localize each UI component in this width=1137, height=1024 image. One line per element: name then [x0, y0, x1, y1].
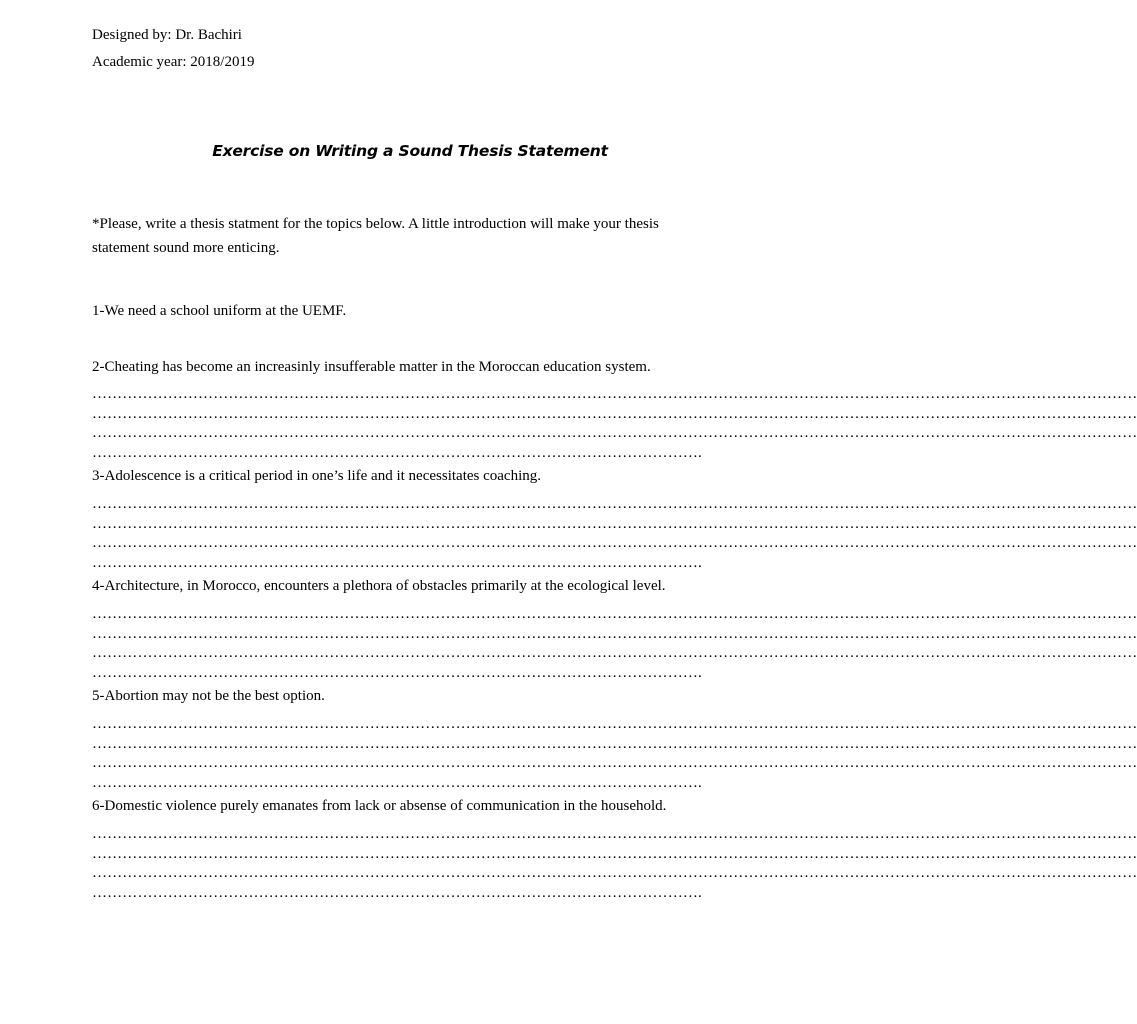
topic-5: 5-Abortion may not be the best option.: [92, 688, 325, 704]
answer-line-last: ………………………………………………………………………………………………………….: [92, 774, 702, 791]
topic-2: 2-Cheating has become an increasinly insufferable matter in the Moroccan education system.: [92, 359, 651, 375]
answer-line: ………………………………………………………………………………………………………………………………………………………………………………………: [92, 425, 1137, 441]
answer-line: ………………………………………………………………………………………………………………………………………………………………………………………: [92, 865, 1137, 881]
answer-lines-5[interactable]: [92, 715, 1137, 793]
answer-line: ………………………………………………………………………………………………………………………………………………………………………………………: [92, 606, 1137, 622]
answer-line: ………………………………………………………………………………………………………………………………………………………………………………………: [92, 845, 1137, 862]
academic-year: Academic year: 2018/2019: [92, 54, 255, 70]
instruction-text: *Please, write a thesis statment for the topics below. A little introduction will make your thesis statement sound more enticing.: [92, 216, 659, 256]
answer-line: ………………………………………………………………………………………………………………………………………………………………………………………: [92, 755, 1137, 771]
answer-line: ………………………………………………………………………………………………………………………………………………………………………………………: [92, 826, 1137, 842]
answer-lines-3[interactable]: [92, 495, 1137, 573]
answer-line: ………………………………………………………………………………………………………………………………………………………………………………………: [92, 735, 1137, 752]
answer-line-last: ………………………………………………………………………………………………………….: [92, 664, 702, 681]
designed-by: Designed by: Dr. Bachiri: [92, 27, 242, 43]
topic-3: 3-Adolescence is a critical period in one’s life and it necessitates coaching.: [92, 468, 541, 484]
page-title: Exercise on Writing a Sound Thesis Statement: [212, 142, 608, 160]
topic-1: 1-We need a school uniform at the UEMF.: [92, 303, 347, 319]
answer-line: ………………………………………………………………………………………………………………………………………………………………………………………: [92, 496, 1137, 512]
answer-line: ………………………………………………………………………………………………………………………………………………………………………………………: [92, 386, 1137, 402]
answer-line: ………………………………………………………………………………………………………………………………………………………………………………………: [92, 645, 1137, 661]
answer-lines-6[interactable]: [92, 825, 1137, 903]
answer-line-last: ………………………………………………………………………………………………………….: [92, 444, 702, 461]
answer-line: ………………………………………………………………………………………………………………………………………………………………………………………: [92, 716, 1137, 732]
answer-line: ………………………………………………………………………………………………………………………………………………………………………………………: [92, 535, 1137, 551]
answer-lines-2[interactable]: [92, 385, 1137, 463]
answer-line: ………………………………………………………………………………………………………………………………………………………………………………………: [92, 515, 1137, 532]
answer-line-last: ………………………………………………………………………………………………………….: [92, 554, 702, 571]
answer-line: ………………………………………………………………………………………………………………………………………………………………………………………: [92, 625, 1137, 642]
topic-4: 4-Architecture, in Morocco, encounters a plethora of obstacles primarily at the ecological level.: [92, 578, 666, 594]
answer-line-last: ………………………………………………………………………………………………………….: [92, 884, 702, 901]
answer-lines-4[interactable]: [92, 605, 1137, 683]
answer-line: ………………………………………………………………………………………………………………………………………………………………………………………: [92, 405, 1137, 422]
topic-6: 6-Domestic violence purely emanates from lack or absense of communication in the household.: [92, 798, 667, 814]
